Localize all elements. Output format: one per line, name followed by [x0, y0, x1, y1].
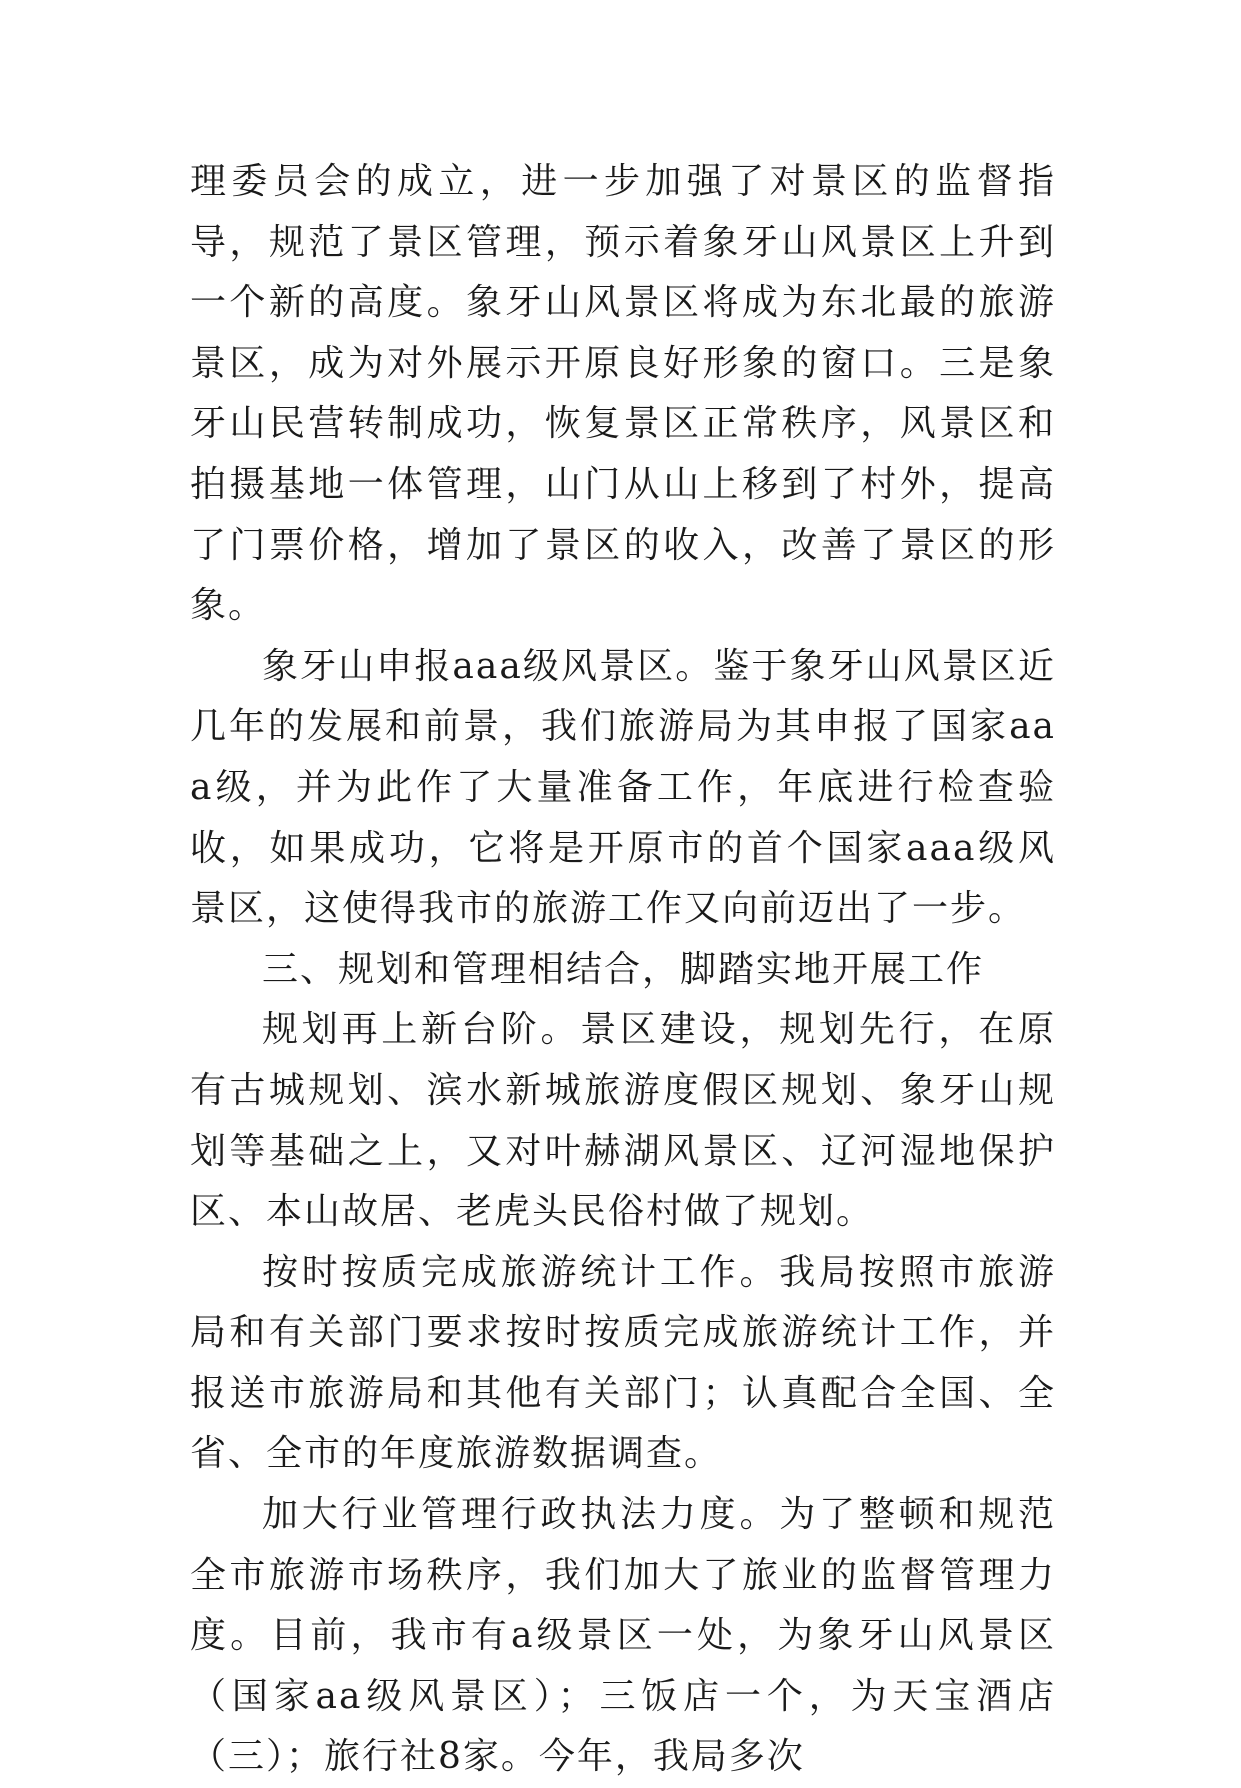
- paragraph-3: 规划再上新台阶。景区建设，规划先行，在原有古城规划、滨水新城旅游度假区规划、象牙山规划等基础之上，又对叶赫湖风景区、辽河湿地保护区、本山故居、老虎头民俗村做了规划。: [190, 1009, 1056, 1233]
- paragraph-4: 按时按质完成旅游统计工作。我局按照市旅游局和有关部门要求按时按质完成旅游统计工作，并报送市旅游局和其他有关部门；认真配合全国、全省、全市的年度旅游数据调查。: [190, 1251, 1056, 1475]
- paragraph-2: 象牙山申报aaa级风景区。鉴于象牙山风景区近几年的发展和前景，我们旅游局为其申报了国家aaa级，并为此作了大量准备工作，年底进行检查验收，如果成功，它将是开原市的首个国家aaa级风景区，这使得我市的旅游工作又向前迈出了一步。: [190, 645, 1056, 930]
- paragraph-1: 理委员会的成立，进一步加强了对景区的监督指导，规范了景区管理，预示着象牙山风景区上升到一个新的高度。象牙山风景区将成为东北最的旅游景区，成为对外展示开原良好形象的窗口。三是象牙山民营转制成功，恢复景区正常秩序，风景区和拍摄基地一体管理，山门从山上移到了村外，提高了门票价格，增加了景区的收入，改善了景区的形象。: [190, 161, 1056, 627]
- paragraph-5: 加大行业管理行政执法力度。为了整顿和规范全市旅游市场秩序，我们加大了旅业的监督管理力度。目前，我市有a级景区一处，为象牙山风景区（国家aa级风景区）；三饭店一个，为天宝酒店（三）；旅行社8家。今年，我局多次: [190, 1494, 1056, 1778]
- section-heading: 三、规划和管理相结合，脚踏实地开展工作: [262, 948, 985, 990]
- document-page: [190, 152, 1056, 1788]
